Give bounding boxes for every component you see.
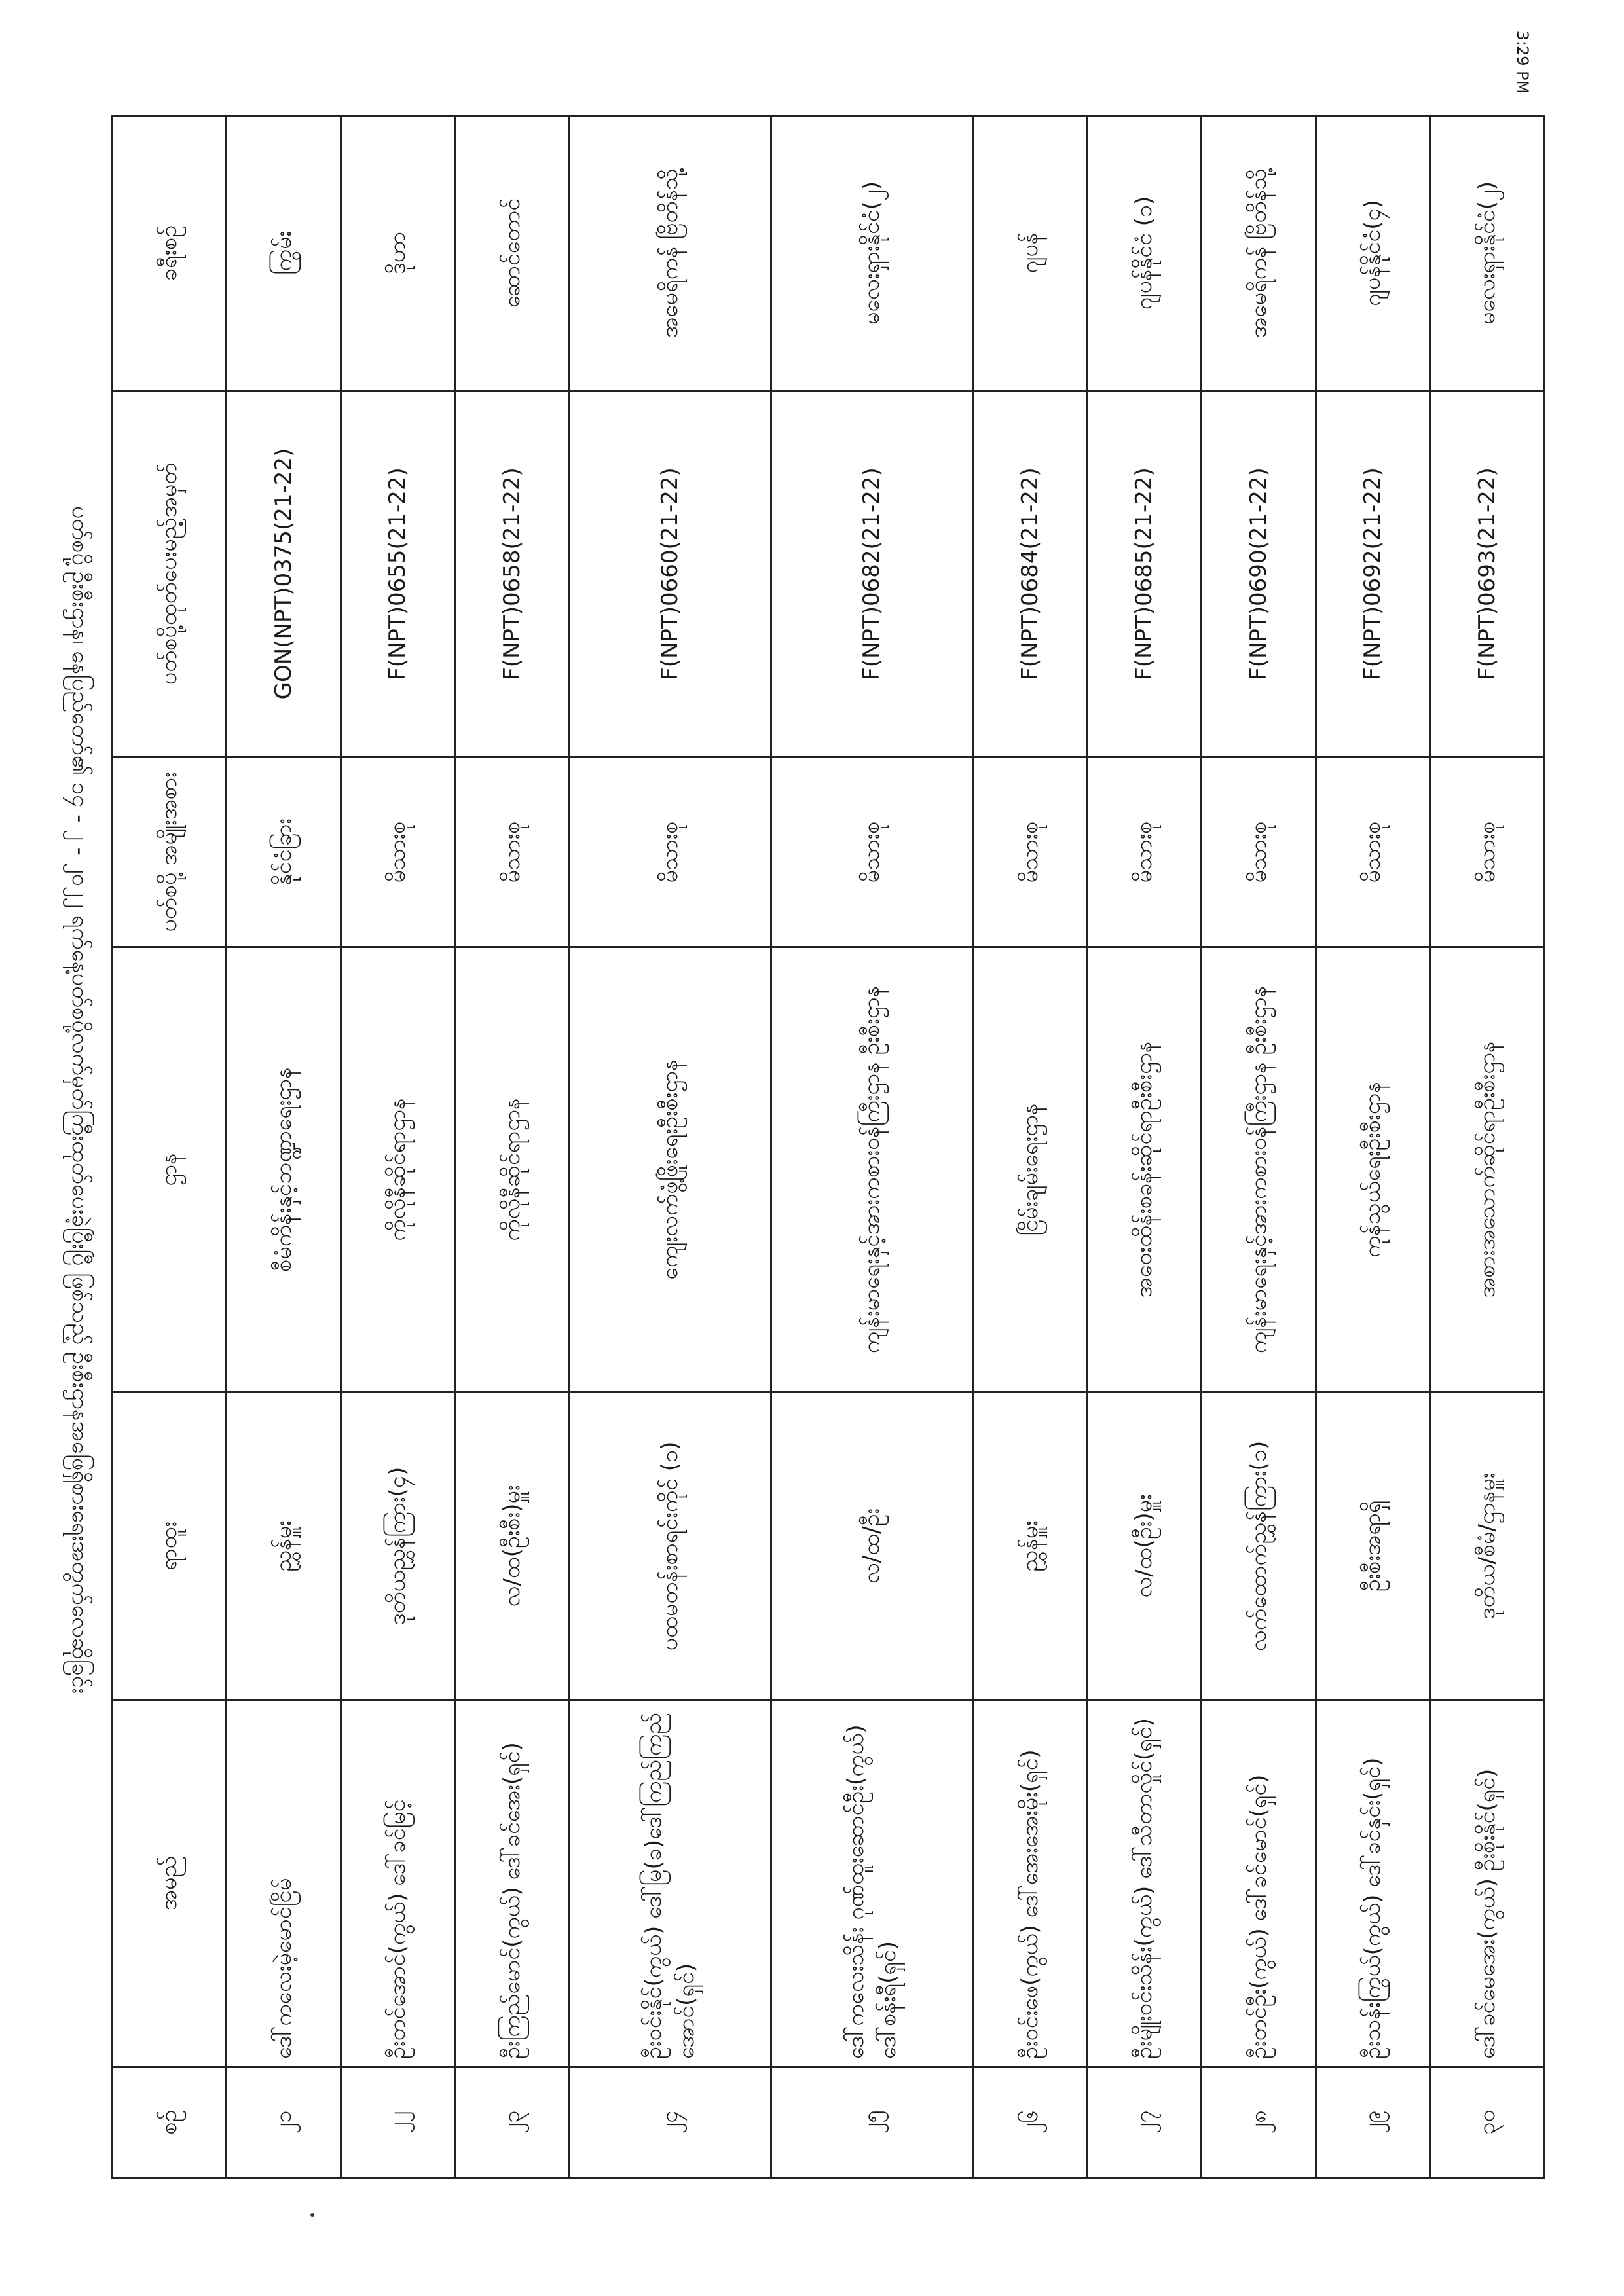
table-row (1430, 116, 1545, 2178)
cell-trip: ဆောင်တောင် (455, 116, 569, 391)
cell-name: ဦးကြည်မောင်(ကွယ်) ဒေါ်ခင်အေး(ရှင်) (455, 1700, 569, 2067)
cell-passport-no: F(NPT)0655(21-22) (341, 391, 454, 757)
scan-speck (310, 2213, 314, 2217)
cell-passport-no: F(NPT)0684(21-22) (973, 391, 1087, 757)
col-header-rank: ရာထူး (113, 1393, 227, 1700)
cell-passport-no: F(NPT)0685(21-22) (1087, 391, 1201, 757)
col-header-trip: ခရီးစဉ် (113, 116, 227, 391)
cell-trip: ဂျပန်နိုင်ငံ(၄) (1316, 116, 1430, 391)
cell-department: ကျန်းမာရေးနှင့်အားကစားဝန်ကြီးဌာန ဦးစီးဌာန (1202, 947, 1316, 1393)
cell-department: စီမံကိန်းနှင့်ဘဏ္ဍာရေးဌာန (227, 947, 341, 1393)
cell-no: ၂၈ (1202, 2067, 1316, 2178)
cell-trip: မလေးရှားနိုင်ငံ(၂) (1430, 116, 1545, 391)
cell-passport-type: နိုင်ငံခြား (227, 757, 341, 947)
col-header-passport-type: ပတ်စပို့ အမျိုးအစား (113, 757, 227, 947)
cell-passport-type: မိသားစု (1316, 757, 1430, 947)
cell-passport-type: မိသားစု (455, 757, 569, 947)
table-row (569, 116, 771, 2178)
cell-name: ဒေါ်ကလေးမဲ့မောင်ငြိမ် (227, 1700, 341, 2067)
cell-rank: ဦးစီးအရာရှိ (1316, 1393, 1430, 1700)
cell-passport-no: F(NPT)0693(21-22) (1430, 391, 1545, 757)
cell-department: ကျေးလက်ဖွံ့ဖြိုးရေးဦးစီးဌာန (569, 947, 771, 1393)
passport-table (111, 115, 1545, 2179)
cell-name: ဦးသန်းကြွယ်(ကွယ်) ဒေါ်ခင်နှင်း(ရှင်) (1316, 1700, 1430, 2067)
cell-department: ကိုလိုနီဆိုင်ရာဌာန (455, 947, 569, 1393)
document-title: ပတ်စပို့ဦးစီးဌာန၊ နေပြည်တော်၏ ၁၄ - ၂ - ၂၀၂၂ ရက်နေ့ပတ်စပို့လက်မှတ်ကြီးထုတ်ပေးခဲ့ပြီးပြီ ဖြစ်သည့် ဦးစီးဌာနအဖြေရှိစားရေးအတွက်လေဆိုခြင်း (67, 505, 93, 1694)
cell-no: ၂၃ (455, 2067, 569, 2178)
cell-no: ၂၆ (973, 2067, 1087, 2178)
table-row (341, 116, 454, 2178)
cell-passport-no: F(NPT)0692(21-22) (1316, 391, 1430, 757)
cell-name: ဦးဝင်းနိုင်(ကွယ်) ဒေါ်မြ(ခ)ဒေါ်ကြည်ကြည်အောင်(ရှင်) (569, 1700, 771, 2067)
cell-passport-no: F(NPT)0690(21-22) (1202, 391, 1316, 757)
col-header-no: စဉ် (113, 2067, 227, 2178)
cell-rank: လ/ထ/ဦး (771, 1393, 973, 1700)
cell-passport-no: F(NPT)0658(21-22) (455, 391, 569, 757)
cell-rank: ဒုတိယ/စီမံ/ဌာနမှူး (1430, 1393, 1545, 1700)
table-row (455, 116, 569, 2178)
cell-rank: ပထမတန်းစာရင်းကိုင် (၁) (569, 1393, 771, 1700)
cell-rank: လ/ထ(ဦး)မှူး (1087, 1393, 1201, 1700)
table-row (1202, 116, 1316, 2178)
cell-rank: လက်ထောက်ညွှန်ကြား(၁) (1202, 1393, 1316, 1700)
cell-department: အစားအသောက်ဆိုင်ရာဦးစီးဌာန (1430, 947, 1545, 1393)
cell-department: ကုန်သွယ်ရေးဦးစီးဌာန (1316, 947, 1430, 1393)
cell-name: ဒေါ်ကလေးသိန်း ဂုဏ်ထူးဆောင်ဦး(ကွယ်) ဒေါ်စန်းရီ(ရှင်) (771, 1700, 973, 2067)
cell-department: ငြိမ်းချမ်းရေးဌာန (973, 947, 1087, 1393)
cell-passport-type: မိသားစု (569, 757, 771, 947)
cell-trip: အမေရိကန် ဗြိတိန်သို့ (1202, 116, 1316, 391)
cell-name: ဦးတင်အောင်(ကွယ်) ဒေါ်ခင်မြင့် (341, 1700, 454, 2067)
cell-no: ၂၂ (341, 2067, 454, 2178)
cell-name: ဒေါ်ခင်မေအေး(ကွယ်) ဦးစိုးနိုင်(ရှင်) (1430, 1700, 1545, 2067)
cell-name: ဦးဝင်းဖေ(ကွယ်) ဒေါ်အေးအေးမိုး(ရှင်) (973, 1700, 1087, 2067)
cell-department: ကျန်းမာရေးနှင့်အားကစားဝန်ကြီးဌာန ဦးစီးဌာန (771, 947, 973, 1393)
table-row (1087, 116, 1201, 2178)
cell-name: ဦးမျိုးဝင်းသိန်း(ကွယ်) ဒေါ်သီတာလှိုင်(ရှင်) (1087, 1700, 1201, 2067)
timestamp: 3:29 PM (1513, 30, 1532, 94)
cell-rank: လ/ထ(ဦးစီး)မှူး (455, 1393, 569, 1700)
cell-passport-no: F(NPT)0682(21-22) (771, 391, 973, 757)
cell-passport-no: GON(NPT)0375(21-22) (227, 391, 341, 757)
header-row (113, 116, 227, 2178)
cell-passport-type: မိသားစု (1202, 757, 1316, 947)
cell-rank: ညွှန်မှူး (227, 1393, 341, 1700)
table-row (1316, 116, 1430, 2178)
cell-rank: ဒုတိယညွှန်ကြား(၄) (341, 1393, 454, 1700)
cell-no: ၂၄ (569, 2067, 771, 2178)
cell-no: ၃၀ (1430, 2067, 1545, 2178)
cell-passport-type: မိသားစု (771, 757, 973, 947)
cell-department: ကိုလိုနီဆိုင်ရာဌာန (341, 947, 454, 1393)
col-header-department: ဌာန (113, 947, 227, 1393)
cell-no: ၂၉ (1316, 2067, 1430, 2178)
cell-trip: မလေးရှားနိုင်ငံ(၂) (771, 116, 973, 391)
cell-department: အဝေးထိန်းစခန်းဆိုင်ရာဦးစီးဌာန (1087, 947, 1201, 1393)
cell-trip: အမေရိကန် ဗြိတိန်သို့ (569, 116, 771, 391)
cell-trip: ဒိုဟာ (341, 116, 454, 391)
table-row (771, 116, 973, 2178)
cell-passport-type: မိသားစု (1087, 757, 1201, 947)
col-header-passport-no: ပတ်စပို့ထုတ်ပေးမည့်အမှတ် (113, 391, 227, 757)
cell-passport-type: မိသားစု (973, 757, 1087, 947)
table-row (227, 116, 341, 2178)
table-row (973, 116, 1087, 2178)
cell-name: ဦးတင်ဦး(ကွယ်) ဒေါ်ခင်မောင်(ရှင်) (1202, 1700, 1316, 2067)
cell-trip: ကြွမ်း (227, 116, 341, 391)
cell-no: ၂၅ (771, 2067, 973, 2178)
cell-no: ၂၇ (1087, 2067, 1201, 2178)
cell-passport-no: F(NPT)0660(21-22) (569, 391, 771, 757)
cell-passport-type: မိသားစု (341, 757, 454, 947)
cell-trip: ဂျပန်နိုင်ငံ (၁) (1087, 116, 1201, 391)
cell-passport-type: မိသားစု (1430, 757, 1545, 947)
cell-rank: ညွှန်မှူး (973, 1393, 1087, 1700)
cell-trip: ဂျပန် (973, 116, 1087, 391)
cell-no: ၂၁ (227, 2067, 341, 2178)
col-header-name: အမည် (113, 1700, 227, 2067)
